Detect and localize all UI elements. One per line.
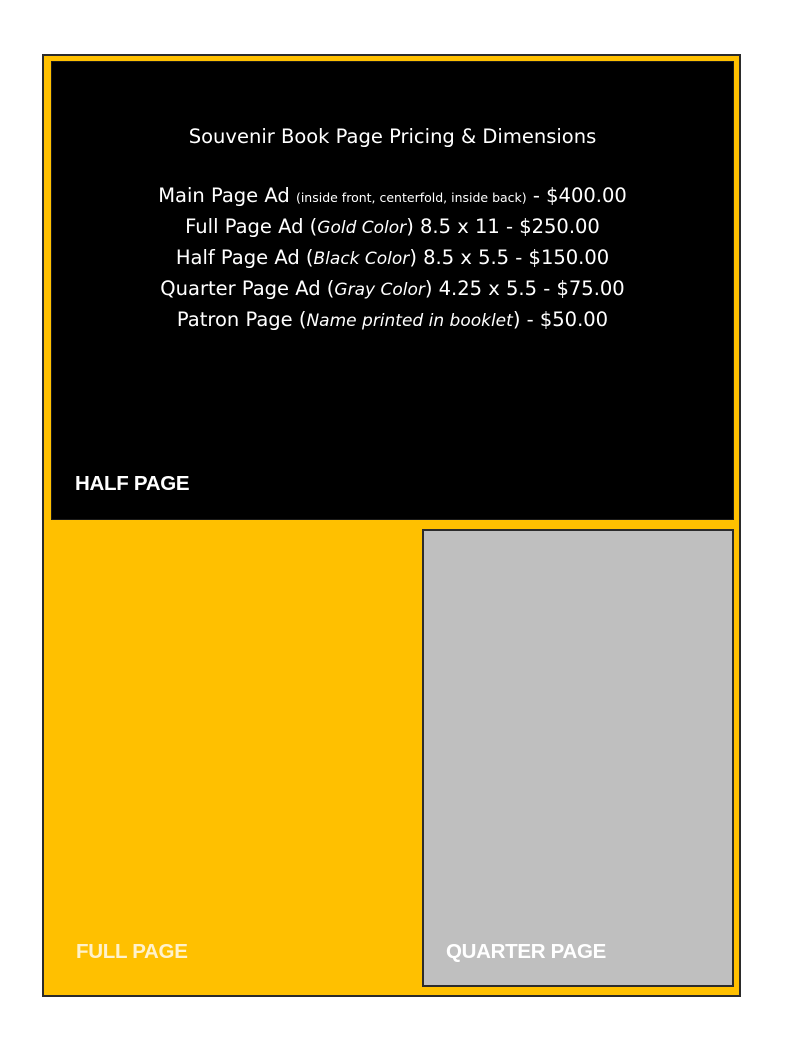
pricing-line-spec: ) [512, 308, 521, 331]
pricing-title: Souvenir Book Page Pricing & Dimensions [188, 125, 597, 148]
half-page-label: HALF PAGE [75, 472, 190, 495]
pricing-line-note: Black Color [313, 249, 410, 269]
full-page-label: FULL PAGE [76, 940, 188, 963]
pricing-block [52, 124, 733, 336]
pricing-line-label: Patron Page ( [176, 308, 307, 331]
pricing-line-price: - $400.00 [532, 184, 627, 207]
full-page-area [42, 54, 741, 997]
pricing-line-quarter-page [52, 274, 733, 305]
pricing-line-price: - $75.00 [543, 277, 625, 300]
pricing-line-note: Name printed in booklet [306, 311, 513, 331]
pricing-line-spec: ) 4.25 x 5.5 [424, 277, 538, 300]
pricing-line-full-page [52, 212, 733, 243]
pricing-line-label: Half Page Ad ( [175, 246, 314, 269]
pricing-line-half-page [52, 243, 733, 274]
pricing-line-price: - $50.00 [526, 308, 609, 331]
quarter-page-area [422, 529, 734, 987]
pricing-line-label: Full Page Ad ( [185, 215, 318, 238]
half-page-area [51, 61, 734, 520]
pricing-line-note: Gray Color [334, 280, 425, 300]
pricing-line-patron-page [52, 305, 733, 336]
pricing-line-label: Main Page Ad [158, 184, 290, 207]
pricing-line-label: Quarter Page Ad ( [160, 277, 335, 300]
quarter-page-label: QUARTER PAGE [446, 940, 607, 963]
pricing-line-price: - $150.00 [515, 246, 610, 269]
pricing-line-price: - $250.00 [505, 215, 600, 238]
pricing-line-spec: ) 8.5 x 11 [406, 215, 500, 238]
pricing-line-note: Gold Color [317, 218, 407, 238]
pricing-line-note: (inside front, centerfold, inside back) [295, 190, 527, 205]
pricing-line-spec: ) 8.5 x 5.5 [409, 246, 510, 269]
pricing-line-main-page [52, 181, 733, 212]
